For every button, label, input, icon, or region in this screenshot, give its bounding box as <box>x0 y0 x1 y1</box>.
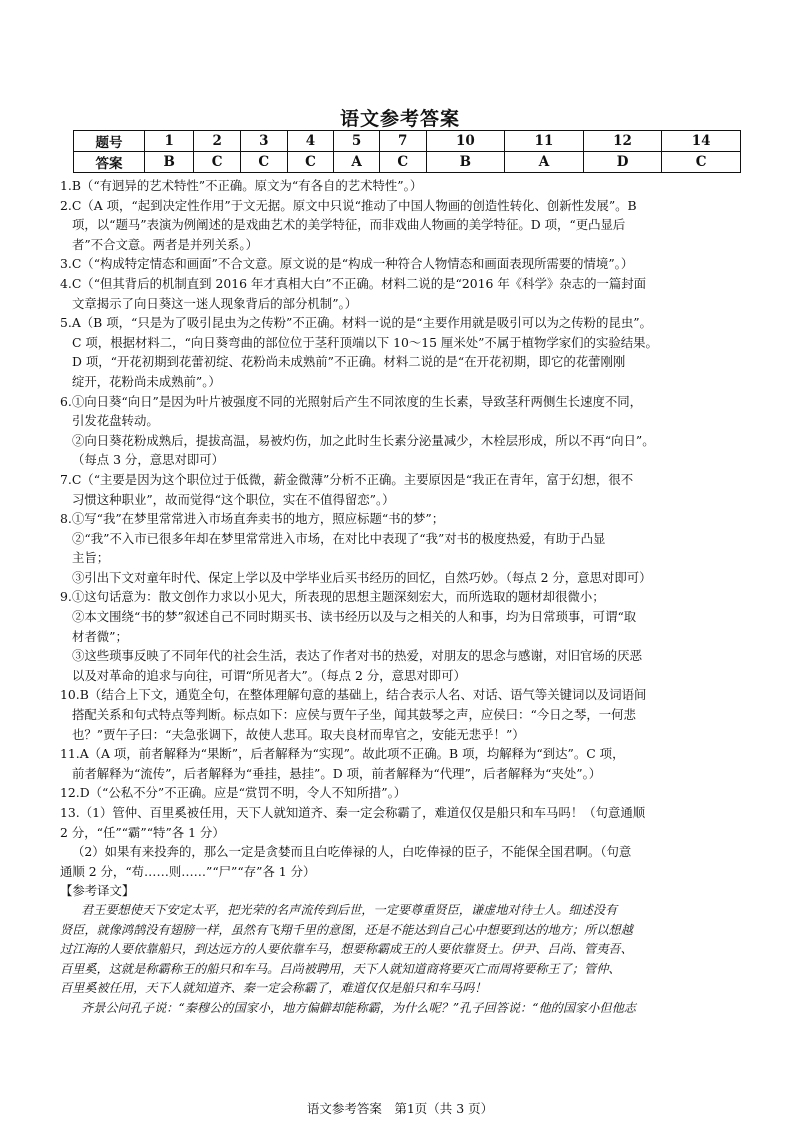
translation-line: 君王要想使天下安定太平，把光荣的名声流传到后世，一定要尊重贤臣，谦虚地对待士人。细述没有 <box>81 902 618 917</box>
answer-explanations <box>60 176 750 1019</box>
explanation-line: （2）如果有来投奔的，那么一定是贪婪而且白吃俸禄的人，白吃俸禄的臣子，不能保全国君啊。（句意 <box>72 844 632 860</box>
answer-cell: C <box>194 152 241 173</box>
explanation-line: 2.C（A 项，“起到决定性作用”于文无据。原文中只说“推动了中国人物画的创造性转化、创新性发展”。B <box>60 197 637 213</box>
question-number: 5 <box>334 131 380 152</box>
explanation-line: （每点 3 分，意思对即可） <box>72 452 225 468</box>
answer-table-number-row <box>74 131 741 152</box>
explanation-line: 也？”贾午子曰：“夫急张调下，故使人悲耳。取夫良材而卑官之，安能无悲乎！”） <box>72 726 525 742</box>
translation-line: 齐景公问孔子说：“秦穆公的国家小，地方偏僻却能称霸，为什么呢？”孔子回答说：“他的国家小但他志 <box>81 1000 636 1015</box>
answer-cell: C <box>287 152 334 173</box>
explanation-line: 9.①这句话意为：散文创作力求以小见大，所表现的思想主题深刻宏大，而所选取的题材却很微小； <box>60 589 605 605</box>
explanation-line: 11.A（A 项，前者解释为“果断”，后者解释为“实现”。故此项不正确。B 项，均解释为“到达”。C 项， <box>60 746 625 762</box>
answer-table-answer-row <box>74 152 741 173</box>
translation-line: 过江海的人要依靠船只，到达远方的人要依靠车马，想要称霸成王的人要依靠贤士。伊尹、吕尚、管夷吾、 <box>60 942 633 957</box>
answer-table-answer-label: 答案 <box>74 152 145 173</box>
explanation-line: 前者解释为“流传”，后者解释为“垂挂，悬挂”。D 项，前者解释为“代理”，后者解释为“夹处”。） <box>72 765 602 781</box>
translation-text <box>60 901 750 1019</box>
explanation-line: 搭配关系和句式特点等判断。标点如下：应侯与贾午子坐，闻其鼓琴之声，应侯曰：“今日之琴，一何悲 <box>72 707 636 723</box>
explanation-line: 8.①写“我”在梦里常常进入市场直奔卖书的地方，照应标题“书的梦”； <box>60 511 445 527</box>
answer-cell: A <box>334 152 380 173</box>
explanation-line: 6.①向日葵“向日”是因为叶片被强度不同的光照射后产生不同浓度的生长素，导致茎秆两侧生长速度不同， <box>60 393 643 409</box>
explanation-line: 引发花盘转动。 <box>72 413 159 429</box>
explanation-line: 2 分，“任”“霸”“特”各 1 分） <box>60 824 225 840</box>
page-footer: 语文参考答案 第1页（共 3 页） <box>306 1101 494 1116</box>
page-title: 语文参考答案 <box>339 108 460 130</box>
explanation-line: 项，以“题马”表演为例阐述的是戏曲艺术的美学特征，而非戏曲人物画的美学特征。D 项，“更凸显后 <box>72 217 626 233</box>
explanation-line: 绽开，花粉尚未成熟前”。） <box>72 373 221 389</box>
translation-line: 百里奚被任用，天下人就知道齐、秦一定会称霸了，难道仅仅是船只和车马吗！ <box>60 981 487 996</box>
explanation-line: 4.C（“但其背后的机制直到 2016 年才真相大白”不正确。材料二说的是“2016 年《科学》杂志的一篇封面 <box>60 275 647 291</box>
explanation-line: 以及对革命的追求与向往，可谓“所见者大”。（每点 2 分，意思对即可） <box>72 667 466 683</box>
explanation-line: D 项，“开花初期到花蕾初绽、花粉尚未成熟前”不正确。材料二说的是“在开花初期，即它的花蕾刚刚 <box>72 354 626 370</box>
question-number: 10 <box>426 131 505 152</box>
explanation-line: 材者微”； <box>72 628 128 644</box>
explanation-line: ③这些琐事反映了不同年代的社会生活，表达了作者对书的热爱，对朋友的思念与感谢，对旧官场的厌恶 <box>72 648 642 664</box>
translation-line: 百里奚，这就是称霸称王的船只和车马。吕尚被聘用，天下人就知道商将要灭亡而周将要称王了；管仲、 <box>60 961 621 976</box>
translation-line: 贤臣，就像鸿鹄没有翅膀一样，虽然有飞翔千里的意图，还是不能达到自己心中想要到达的地方；所以想越 <box>60 922 633 937</box>
question-number: 12 <box>583 131 662 152</box>
explanation-line: ②“我”不入市已很多年却在梦里常常进入市场，在对比中表现了“我”对书的极度热爱，有助于凸显 <box>72 530 606 546</box>
explanation-line: ②向日葵花粉成熟后，提拔高温，易被灼伤，加之此时生长素分泌量减少，木栓层形成，所以不再“向日”。 <box>72 432 655 448</box>
explanation-line: 12.D（“公私不分”不正确。应是“赏罚不明，令人不知所措”。） <box>60 785 407 801</box>
explanation-line: 3.C（“构成特定情态和画面”不合文意。原文说的是“构成一种符合人物情态和画面表现所需要的情境”。） <box>60 256 634 272</box>
explanation-line: 5.A（B 项，“只是为了吸引昆虫为之传粉”不正确。材料一说的是“主要作用就是吸引可以为之传粉的昆虫”。 <box>60 315 652 331</box>
question-number: 14 <box>662 131 741 152</box>
explanation-line: 者”不合文意。两者是并列关系。） <box>72 236 258 252</box>
answer-table-number-label: 题号 <box>74 131 145 152</box>
explanation-line: 7.C（“主要是因为这个职位过于低微，薪金微薄”分析不正确。主要原因是“我正在青年，富于幻想，很不 <box>60 471 634 487</box>
question-number: 3 <box>240 131 287 152</box>
explanation-line: 13.（1）管仲、百里奚被任用，天下人就知道齐、秦一定会称霸了，难道仅仅是船只和车马吗！（句意通顺 <box>60 805 646 820</box>
answer-cell: C <box>662 152 741 173</box>
explanation-line: C 项，根据材料二，“向日葵弯曲的部位位于茎秆顶端以下 10～15 厘米处”不属于植物学家们的实验结果。 <box>72 334 658 350</box>
question-number: 4 <box>287 131 334 152</box>
question-number: 7 <box>379 131 426 152</box>
answer-cell: C <box>240 152 287 173</box>
explanation-line: 1.B（“有迥异的艺术特性”不正确。原文为“有各自的艺术特性”。） <box>60 178 423 193</box>
explanation-line: 通顺 2 分，“苟……则……”“尸”“存”各 1 分） <box>60 863 316 879</box>
answer-cell: B <box>145 152 194 173</box>
explanation-line: 文章揭示了向日葵这一迷人现象背后的部分机制”。） <box>72 295 358 311</box>
explanation-list <box>60 176 750 881</box>
question-number: 11 <box>505 131 584 152</box>
answer-cell: C <box>379 152 426 173</box>
translation-heading: 【参考译文】 <box>60 883 135 899</box>
question-number: 1 <box>145 131 194 152</box>
explanation-line: 10.B（结合上下文，通览全句，在整体理解句意的基础上，结合表示人名、对话、语气等关键词以及词语间 <box>60 687 647 703</box>
answer-cell: A <box>505 152 584 173</box>
answer-table <box>73 130 741 173</box>
explanation-line: ②本文围绕“书的梦”叙述自己不同时期买书、读书经历以及与之相关的人和事，均为日常琐事，可谓“取 <box>72 609 637 625</box>
answer-cell: D <box>583 152 662 173</box>
answer-cell: B <box>426 152 505 173</box>
explanation-line: 习惯这种职业”，故而觉得“这个职位，实在不值得留恋”。） <box>72 491 395 507</box>
explanation-line: 主旨； <box>72 550 110 566</box>
question-number: 2 <box>194 131 241 152</box>
explanation-line: ③引出下文对童年时代、保定上学以及中学毕业后买书经历的回忆，自然巧妙。（每点 2 分，意思对即可） <box>72 569 652 585</box>
